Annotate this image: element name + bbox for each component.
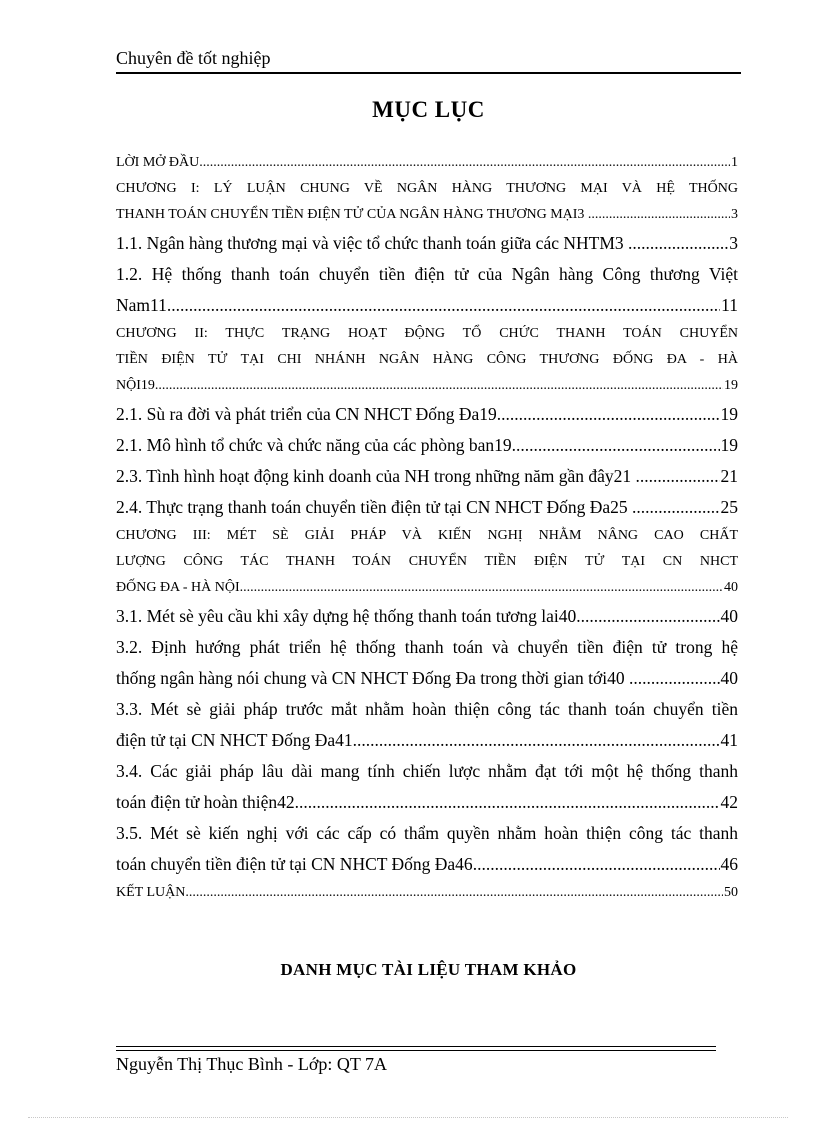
toc-entry-text: toán điện tử hoàn thiện42 bbox=[116, 792, 295, 812]
page-header: Chuyên đề tốt nghiệp bbox=[116, 48, 271, 68]
toc-entry-line bbox=[116, 849, 738, 880]
toc-entry-chapter-1[interactable] bbox=[116, 176, 738, 228]
dot-leader bbox=[240, 575, 723, 601]
toc-entry-line bbox=[116, 880, 738, 906]
toc-entry-line: CHƯƠNG II: THỰC TRẠNG HOẠT ĐỘNG TỔ CHỨC THANH TOÁN CHUYỂN bbox=[116, 326, 738, 341]
toc-entry-line bbox=[116, 228, 738, 259]
toc-entry-3-3[interactable] bbox=[116, 694, 738, 756]
toc-entry-line: 3.2. Định hướng phát triển hệ thống thanh toán và chuyển tiền điện tử trong hệ bbox=[116, 637, 738, 657]
toc-entry-line: 3.5. Mét sè kiến nghị với các cấp có thẩm quyền nhằm hoàn thiện công tác thanh bbox=[116, 823, 738, 843]
toc-page-number: 19 bbox=[724, 378, 738, 393]
toc-entry-text: ĐỐNG ĐA - HÀ NỘI bbox=[116, 580, 240, 595]
toc-entry-chapter-2[interactable] bbox=[116, 321, 738, 399]
toc-page-number: 41 bbox=[720, 730, 738, 750]
toc-page-number: 19 bbox=[720, 404, 738, 424]
toc-entry-line bbox=[116, 492, 738, 523]
table-of-contents bbox=[116, 150, 738, 906]
toc-entry-2-2[interactable] bbox=[116, 430, 738, 461]
toc-entry-line: LƯỢNG CÔNG TÁC THANH TOÁN CHUYỂN TIỀN ĐIỆN TỬ TẠI CN NHCT bbox=[116, 554, 738, 569]
dot-leader bbox=[155, 373, 723, 399]
toc-page-number: 11 bbox=[721, 295, 738, 315]
toc-entry-line bbox=[116, 461, 738, 492]
toc-entry-2-3[interactable] bbox=[116, 461, 738, 492]
toc-entry-line bbox=[116, 663, 738, 694]
dot-leader bbox=[512, 430, 720, 461]
toc-page-number: 25 bbox=[720, 497, 738, 517]
toc-page-number: 40 bbox=[720, 668, 738, 688]
toc-entry-line bbox=[116, 150, 738, 176]
dot-leader bbox=[295, 787, 720, 818]
toc-entry-line bbox=[116, 290, 738, 321]
dot-leader bbox=[167, 290, 720, 321]
toc-entry-text: THANH TOÁN CHUYỂN TIỀN ĐIỆN TỬ CỦA NGÂN HÀNG THƯƠNG MẠI3 .... bbox=[116, 207, 602, 222]
dot-leader bbox=[659, 228, 729, 259]
toc-entry-line: 3.3. Mét sè giải pháp trước mắt nhằm hoàn thiện công tác thanh toán chuyển tiền bbox=[116, 699, 738, 719]
page-footer: Nguyễn Thị Thục Bình - Lớp: QT 7A bbox=[116, 1054, 388, 1074]
toc-page-number: 40 bbox=[720, 606, 738, 626]
toc-entry-2-1[interactable] bbox=[116, 399, 738, 430]
dot-leader bbox=[649, 461, 720, 492]
toc-page-number: 46 bbox=[720, 854, 738, 874]
toc-entry-3-2[interactable] bbox=[116, 632, 738, 694]
toc-page-number: 21 bbox=[720, 466, 738, 486]
dot-leader bbox=[602, 202, 730, 228]
page-edge-divider bbox=[28, 1117, 788, 1118]
toc-entry-chapter-3[interactable] bbox=[116, 523, 738, 601]
toc-entry-text: 2.1. Sù ra đời và phát triển của CN NHCT Đống Đa19 bbox=[116, 404, 497, 424]
toc-entry-text: Nam11 bbox=[116, 295, 167, 315]
toc-entry-conclusion[interactable] bbox=[116, 880, 738, 906]
toc-entry-text: KẾT LUẬN bbox=[116, 885, 186, 900]
toc-page-number: 3 bbox=[729, 233, 738, 253]
dot-leader bbox=[353, 725, 720, 756]
toc-page-number: 50 bbox=[724, 885, 738, 900]
toc-entry-line bbox=[116, 430, 738, 461]
toc-entry-text: LỜI MỞ ĐẦU bbox=[116, 155, 200, 170]
toc-entry-line bbox=[116, 725, 738, 756]
toc-entry-3-5[interactable] bbox=[116, 818, 738, 880]
toc-page-number: 42 bbox=[720, 792, 738, 812]
toc-entry-line: TIỀN ĐIỆN TỬ TẠI CHI NHÁNH NGÂN HÀNG CÔNG THƯƠNG ĐỐNG ĐA - HÀ bbox=[116, 352, 738, 367]
toc-entry-2-4[interactable] bbox=[116, 492, 738, 523]
toc-entry-text: 2.4. Thực trạng thanh toán chuyển tiền điện tử tại CN NHCT Đống Đa25 .... bbox=[116, 497, 650, 517]
toc-entry-line bbox=[116, 399, 738, 430]
toc-entry-text: thống ngân hàng nói chung và CN NHCT Đống Đa trong thời gian tới40 ..... bbox=[116, 668, 651, 688]
toc-entry-text: 3.1. Mét sè yêu cầu khi xây dựng hệ thống thanh toán tương lai40 bbox=[116, 606, 577, 626]
toc-entry-text: điện tử tại CN NHCT Đống Đa41 bbox=[116, 730, 353, 750]
toc-entry-text: toán chuyển tiền điện tử tại CN NHCT Đống Đa46 bbox=[116, 854, 473, 874]
dot-leader bbox=[199, 150, 730, 176]
toc-entry-line: CHƯƠNG III: MÉT SÈ GIẢI PHÁP VÀ KIẾN NGHỊ NHẰM NÂNG CAO CHẤT bbox=[116, 528, 738, 543]
footer-rule bbox=[116, 1050, 716, 1051]
toc-entry-text: 1.1. Ngân hàng thương mại và việc tổ chức thanh toán giữa các NHTM3 ....... bbox=[116, 233, 659, 253]
toc-entry-text: 2.3. Tình hình hoạt động kinh doanh của NH trong những năm gần đây21 ... bbox=[116, 466, 649, 486]
dot-leader bbox=[651, 663, 720, 694]
toc-entry-text: NỘI19 bbox=[116, 378, 155, 393]
toc-page-number: 19 bbox=[720, 435, 738, 455]
toc-entry-text: 2.1. Mô hình tổ chức và chức năng của các phòng ban19 bbox=[116, 435, 512, 455]
references-title[interactable]: DANH MỤC TÀI LIỆU THAM KHẢO bbox=[280, 960, 577, 979]
dot-leader bbox=[185, 880, 723, 906]
toc-entry-line: CHƯƠNG I: LÝ LUẬN CHUNG VỀ NGÂN HÀNG THƯƠNG MẠI VÀ HỆ THỐNG bbox=[116, 181, 738, 196]
toc-page-number: 40 bbox=[724, 580, 738, 595]
toc-entry-intro[interactable] bbox=[116, 150, 738, 176]
toc-entry-3-1[interactable] bbox=[116, 601, 738, 632]
dot-leader bbox=[576, 601, 719, 632]
toc-entry-line bbox=[116, 787, 738, 818]
toc-entry-line bbox=[116, 575, 738, 601]
footer-rule bbox=[116, 1046, 716, 1047]
toc-title: MỤC LỤC bbox=[372, 97, 485, 122]
toc-entry-line bbox=[116, 373, 738, 399]
dot-leader bbox=[497, 399, 720, 430]
toc-entry-line bbox=[116, 202, 738, 228]
dot-leader bbox=[473, 849, 720, 880]
header-rule bbox=[116, 72, 741, 74]
toc-page-number: 3 bbox=[731, 207, 738, 222]
toc-entry-line: 1.2. Hệ thống thanh toán chuyển tiền điện tử của Ngân hàng Công thương Việt bbox=[116, 264, 738, 284]
toc-entry-line: 3.4. Các giải pháp lâu dài mang tính chiến lược nhằm đạt tới một hệ thống thanh bbox=[116, 761, 738, 781]
toc-entry-3-4[interactable] bbox=[116, 756, 738, 818]
toc-entry-1-2[interactable] bbox=[116, 259, 738, 321]
toc-entry-1-1[interactable] bbox=[116, 228, 738, 259]
toc-entry-line bbox=[116, 601, 738, 632]
toc-page-number: 1 bbox=[731, 155, 738, 170]
dot-leader bbox=[650, 492, 720, 523]
